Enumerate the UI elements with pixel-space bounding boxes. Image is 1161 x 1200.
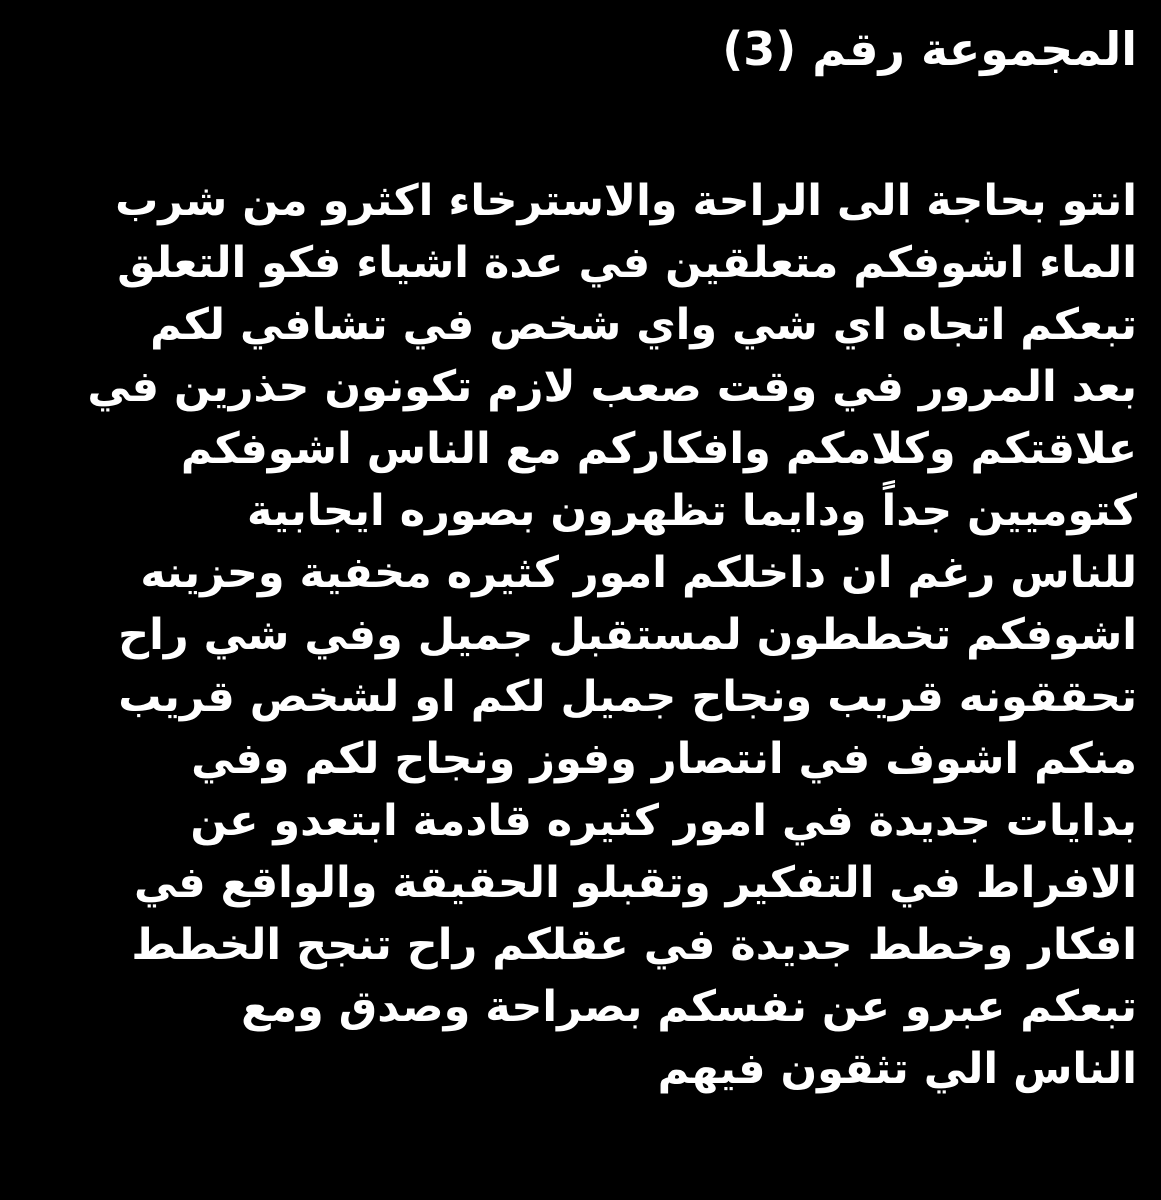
text-line: تبعكم اتجاه اي شي واي شخص في تشافي لكم bbox=[150, 300, 1137, 350]
text-line: بعد المرور في وقت صعب لازم تكونون حذرين في bbox=[87, 362, 1137, 412]
text-line: كتوميين جداً ودايما تظهرون بصوره ايجابية bbox=[246, 486, 1137, 536]
text-line: منكم اشوف في انتصار وفوز ونجاح لكم وفي bbox=[191, 734, 1137, 784]
page-title: المجموعة رقم (3) bbox=[722, 22, 1137, 76]
text-line: اشوفكم تخططون لمستقبل جميل وفي شي راح bbox=[118, 610, 1137, 660]
body-text bbox=[27, 170, 1137, 1100]
text-line: تحققونه قريب ونجاح جميل لكم او لشخص قريب bbox=[118, 672, 1137, 722]
text-line: بدايات جديدة في امور كثيره قادمة ابتعدو عن bbox=[190, 796, 1137, 846]
text-line: انتو بحاجة الى الراحة والاسترخاء اكثرو من شرب bbox=[115, 176, 1137, 226]
text-line: للناس رغم ان داخلكم امور كثيره مخفية وحزينه bbox=[140, 548, 1137, 598]
text-line: الماء اشوفكم متعلقين في عدة اشياء فكو التعلق bbox=[117, 238, 1137, 288]
text-line: تبعكم عبرو عن نفسكم بصراحة وصدق ومع bbox=[241, 982, 1137, 1032]
text-line: الناس الي تثقون فيهم bbox=[657, 1044, 1137, 1094]
text-line: افكار وخطط جديدة في عقلكم راح تنجح الخطط bbox=[131, 920, 1137, 970]
text-line: الافراط في التفكير وتقبلو الحقيقة والواقع في bbox=[133, 858, 1137, 908]
text-line: علاقتكم وكلامكم وافكاركم مع الناس اشوفكم bbox=[180, 424, 1137, 474]
